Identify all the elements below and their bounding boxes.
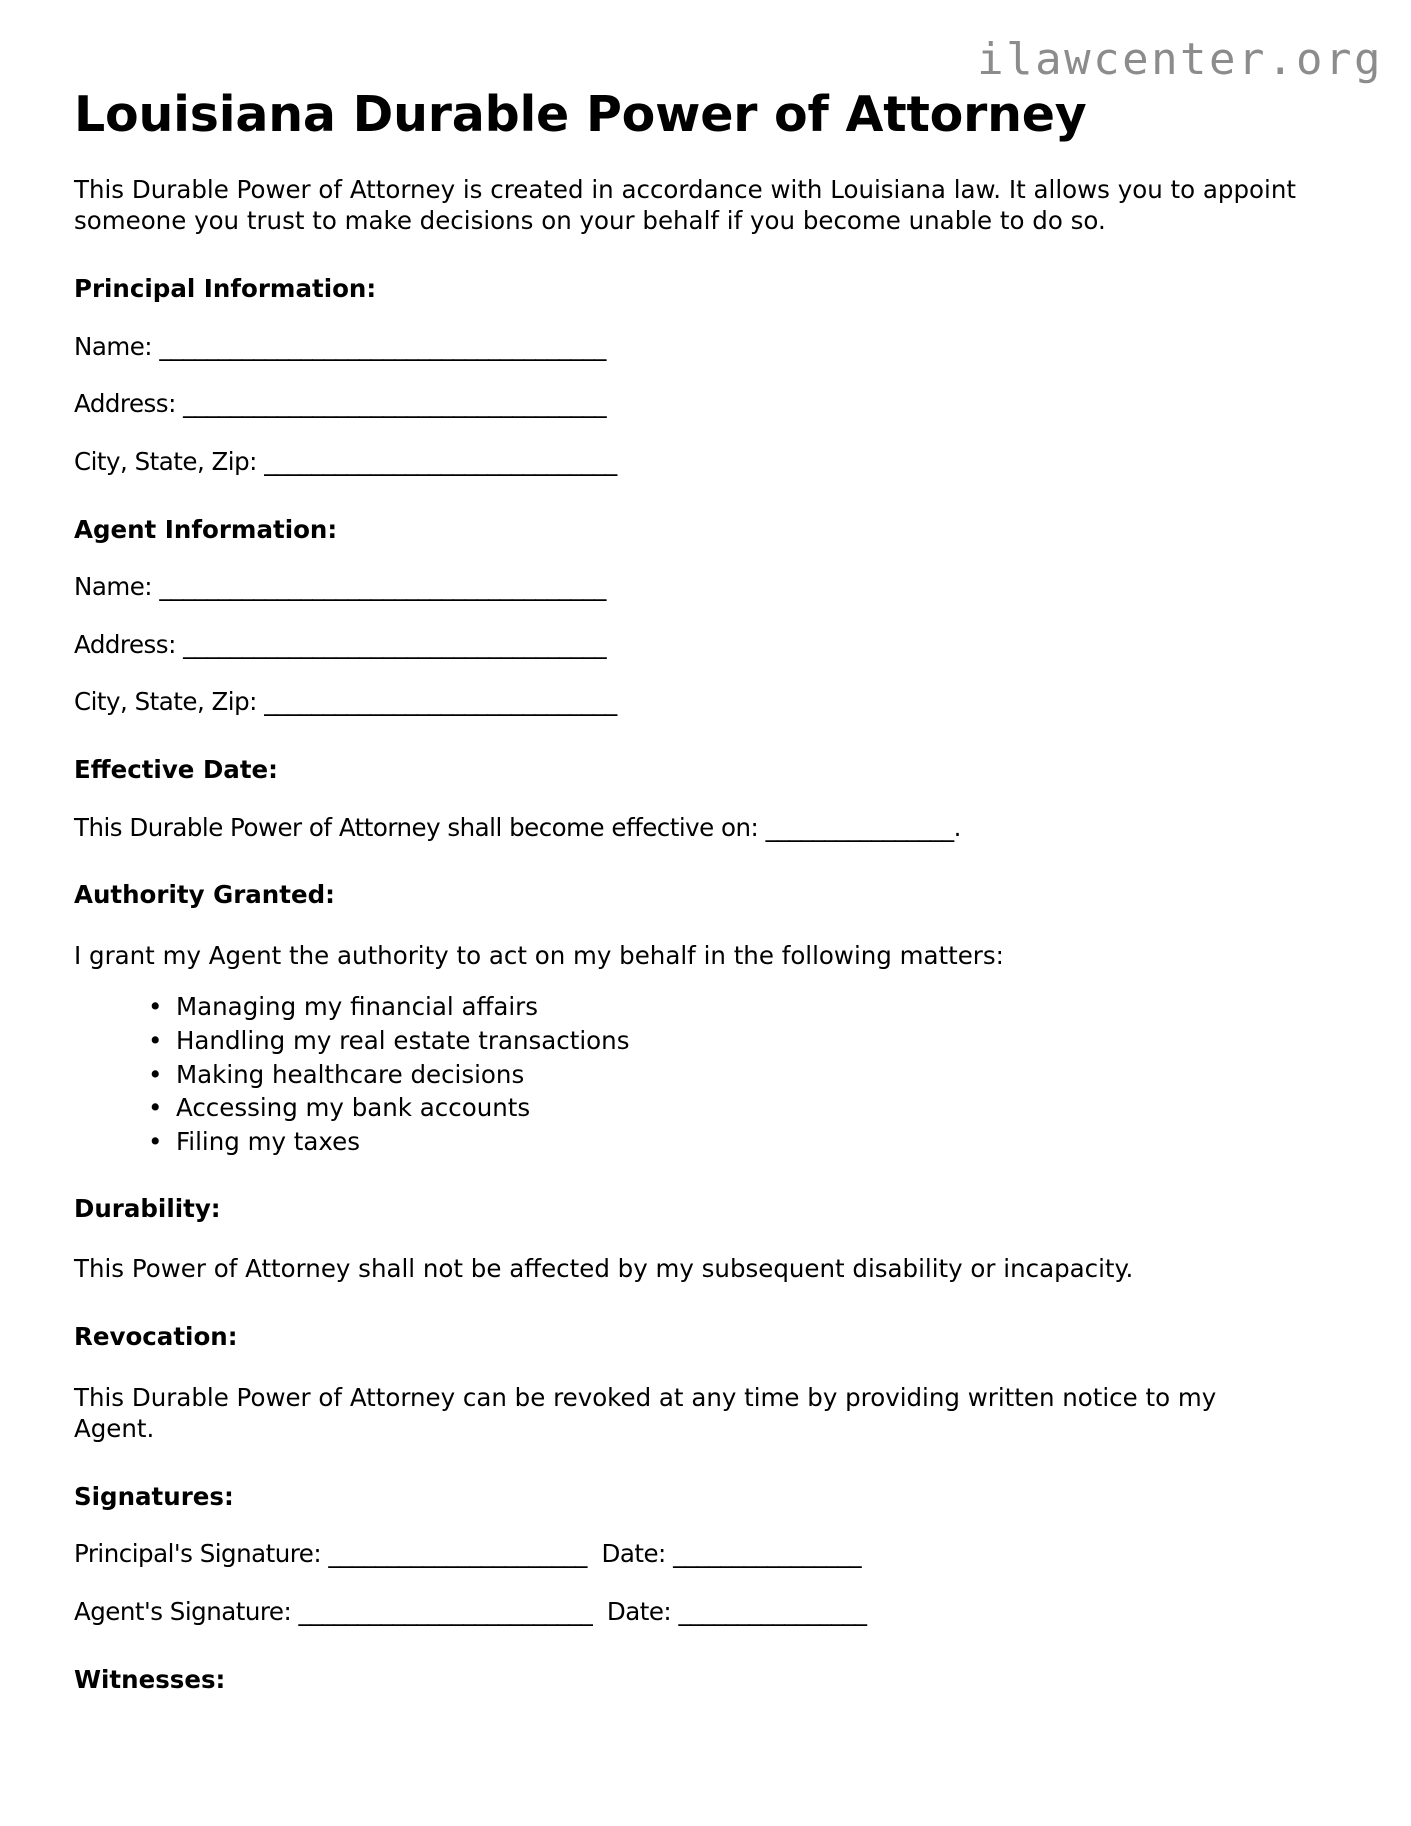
list-item-label: Making healthcare decisions (176, 1059, 525, 1089)
principal-name-field[interactable]: Name: ______________________________________ (74, 331, 606, 361)
page-title: Louisiana Durable Power of Attorney (74, 86, 1087, 143)
bullet-icon: • (148, 992, 163, 1022)
list-item (148, 1061, 1339, 1090)
list-item (148, 1128, 1339, 1157)
bullet-icon: • (148, 1026, 163, 1056)
agent-name-field[interactable]: Name: ______________________________________ (74, 572, 606, 602)
list-item-label: Accessing my bank accounts (176, 1093, 531, 1123)
authority-intro-paragraph: I grant my Agent the authority to act on my behalf in the following matters: (74, 940, 1004, 970)
durability-paragraph: This Power of Attorney shall not be affected by my subsequent disability or incapacity. (74, 1254, 1134, 1284)
bullet-icon: • (148, 1127, 163, 1157)
list-item (148, 993, 1339, 1022)
section-heading-durability: Durability: (74, 1193, 221, 1223)
section-heading-signatures: Signatures: (74, 1481, 234, 1511)
section-heading-principal-information: Principal Information: (74, 274, 377, 303)
principal-city-state-zip-field[interactable]: City, State, Zip: ______________________________ (74, 446, 617, 476)
effective-date-field[interactable]: This Durable Power of Attorney shall become effective on: ________________. (74, 812, 961, 842)
principal-address-field[interactable]: Address: ____________________________________ (74, 389, 607, 419)
section-heading-witnesses: Witnesses: (74, 1664, 226, 1694)
section-heading-effective-date: Effective Date: (74, 755, 278, 784)
agent-signature-field[interactable]: Agent's Signature: _________________________ Date: ________________ (74, 1597, 867, 1627)
bullet-icon: • (148, 1093, 163, 1123)
intro-paragraph: This Durable Power of Attorney is created in accordance with Louisiana law. It allows you to appoint someone you trust to make decisions on your behalf if you become unable to do so. (74, 174, 1296, 236)
list-item-label: Handling my real estate transactions (176, 1026, 630, 1056)
list-item (148, 1027, 1339, 1056)
bullet-icon: • (148, 1059, 163, 1089)
list-item-label: Filing my taxes (176, 1127, 360, 1157)
principal-signature-field[interactable]: Principal's Signature: ______________________ Date: ________________ (74, 1539, 862, 1569)
list-item (148, 1094, 1339, 1123)
document-content (74, 0, 1339, 1695)
agent-address-field[interactable]: Address: ____________________________________ (74, 629, 607, 659)
section-heading-authority-granted: Authority Granted: (74, 880, 335, 910)
agent-city-state-zip-field[interactable]: City, State, Zip: ______________________________ (74, 687, 617, 717)
section-heading-agent-information: Agent Information: (74, 514, 338, 544)
revocation-paragraph: This Durable Power of Attorney can be revoked at any time by providing written notice to my Agent. (74, 1382, 1217, 1444)
authority-granted-list (74, 993, 1339, 1156)
section-heading-revocation: Revocation: (74, 1321, 238, 1351)
list-item-label: Managing my financial affairs (176, 992, 539, 1022)
site-watermark: ilawcenter.org (977, 34, 1383, 85)
